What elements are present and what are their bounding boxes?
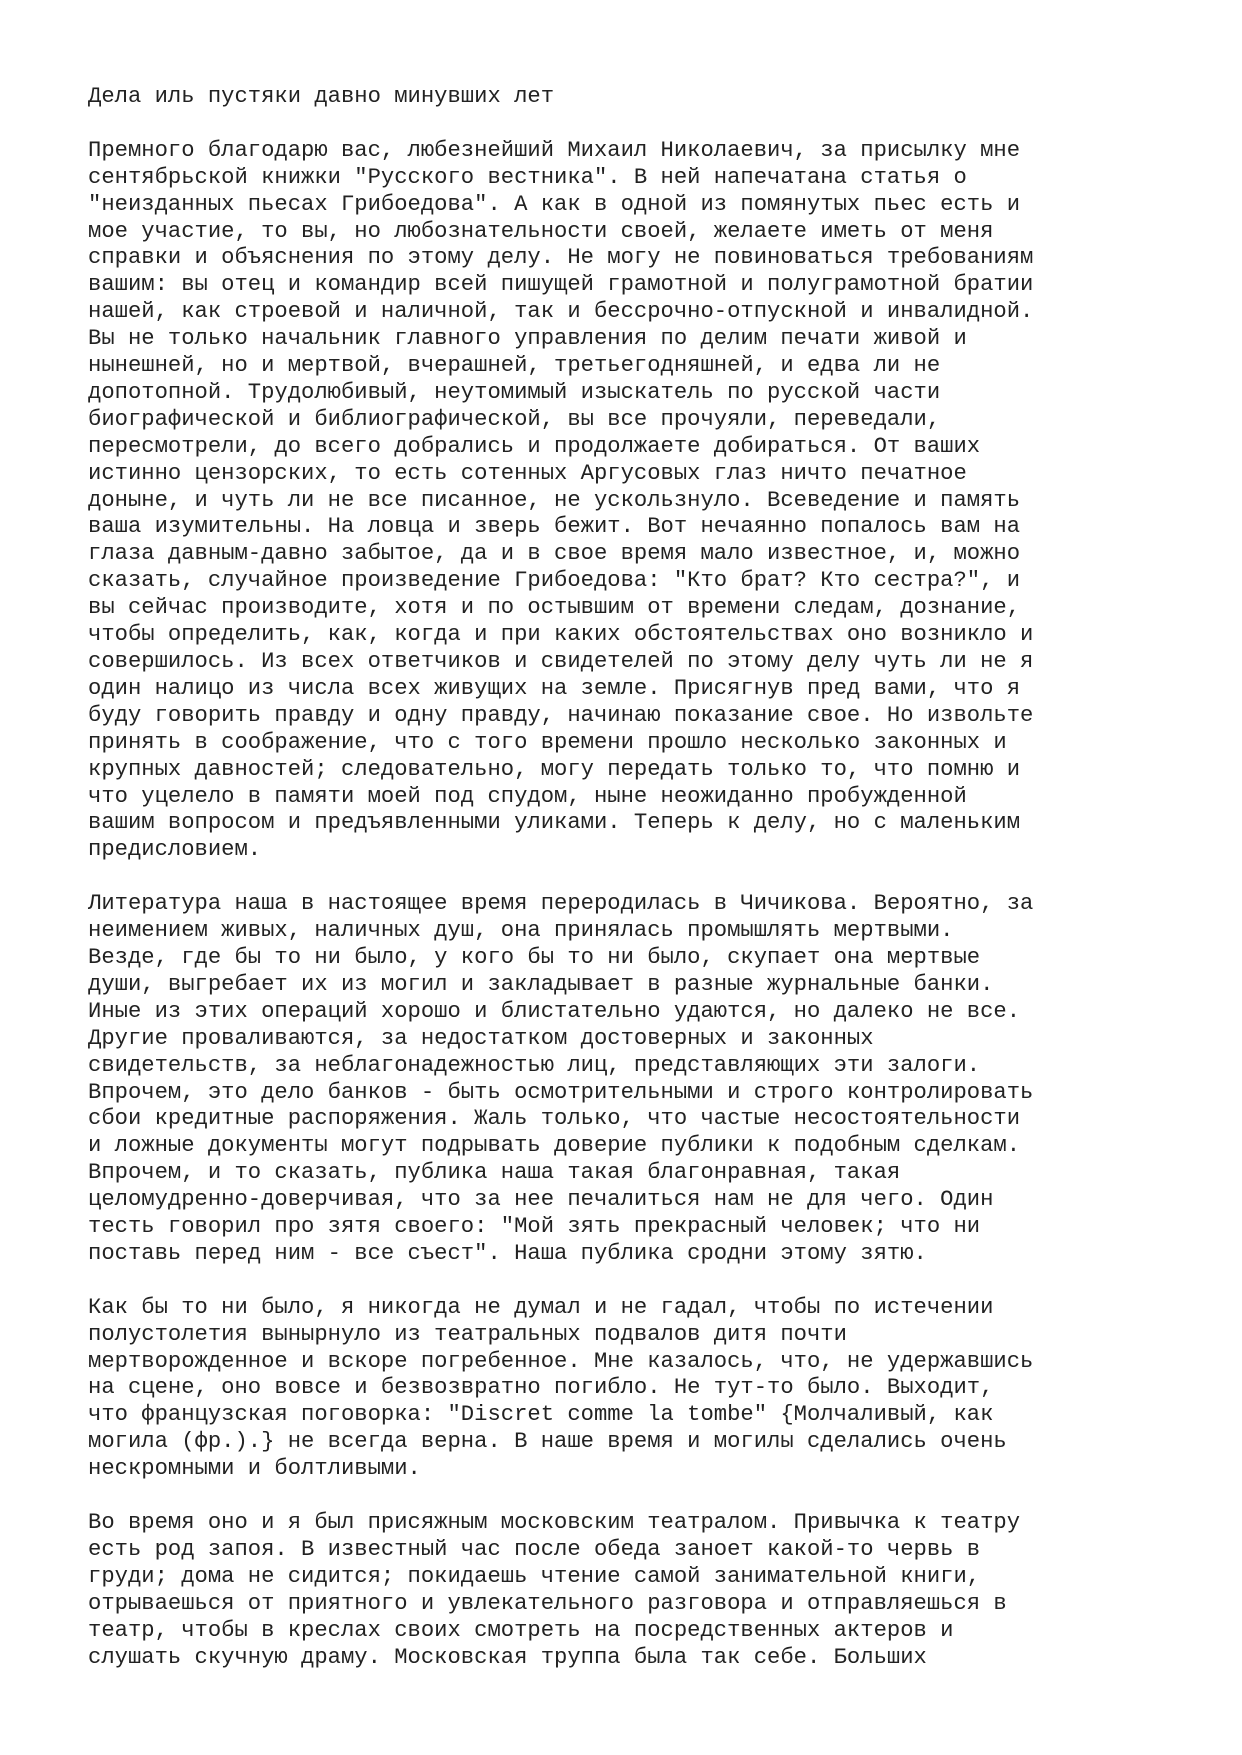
text-line: есть род запоя. В известный час после обеда заноет какой-то червь в bbox=[88, 1536, 981, 1562]
text-line: слушать скучную драму. Московская труппа была так себе. Больших bbox=[88, 1644, 927, 1670]
text-line: допотопной. Трудолюбивый, неутомимый изыскатель по русской части bbox=[88, 379, 941, 405]
text-line: сентябрьской книжки "Русского вестника". В ней напечатана статья о bbox=[88, 164, 967, 190]
text-line: и ложные документы могут подрывать доверие публики к подобным сделкам. bbox=[88, 1133, 1021, 1159]
text-line: души, выгребает их из могил и закладывает в разные журнальные банки. bbox=[88, 971, 994, 997]
text-line: Премного благодарю вас, любезнейший Михаил Николаевич, за присылку мне bbox=[88, 137, 1021, 163]
text-line: на сцене, оно вовсе и безвозвратно погибло. Не тут-то было. Выходит, bbox=[88, 1375, 994, 1401]
text-line: нескромными и болтливыми. bbox=[88, 1456, 421, 1482]
paragraph-1 bbox=[88, 138, 1188, 864]
text-line: биографической и библиографической, вы все прочуяли, переведали, bbox=[88, 406, 941, 432]
text-line: Литература наша в настоящее время переродилась в Чичикова. Вероятно, за bbox=[88, 891, 1034, 917]
text-line: могила (фр.).} не всегда верна. В наше время и могилы сделались очень bbox=[88, 1429, 1007, 1455]
text-line: вы сейчас производите, хотя и по остывшим от времени следам, дознание, bbox=[88, 595, 1021, 621]
text-line: предисловием. bbox=[88, 837, 262, 863]
text-line: совершилось. Из всех ответчиков и свидетелей по этому делу чуть ли не я bbox=[88, 649, 1034, 675]
text-line: ваша изумительны. На ловца и зверь бежит. Вот нечаянно попалось вам на bbox=[88, 514, 1021, 540]
paragraph-2 bbox=[88, 891, 1188, 1268]
text-line: полустолетия вынырнуло из театральных подвалов дитя почти bbox=[88, 1321, 847, 1347]
text-line: что французская поговорка: "Discret comme la tombe" {Молчаливый, как bbox=[88, 1402, 994, 1428]
text-line: неимением живых, наличных душ, она принялась промышлять мертвыми. bbox=[88, 918, 954, 944]
text-line: буду говорить правду и одну правду, начинаю показание свое. Но извольте bbox=[88, 702, 1034, 728]
text-line: целомудренно-доверчивая, что за нее печалиться нам не для чего. Один bbox=[88, 1187, 994, 1213]
document-title: Дела иль пустяки давно минувших лет bbox=[88, 84, 555, 109]
text-line: один налицо из числа всех живущих на земле. Присягнув пред вами, что я bbox=[88, 675, 1021, 701]
paragraph-3 bbox=[88, 1295, 1188, 1483]
text-line: сбои кредитные распоряжения. Жаль только, что частые несостоятельности bbox=[88, 1106, 1021, 1132]
text-line: свидетельств, за неблагонадежностью лиц, представляющих эти залоги. bbox=[88, 1052, 981, 1078]
text-line: вашим вопросом и предъявленными уликами. Теперь к делу, но с маленьким bbox=[88, 810, 1021, 836]
text-line: Везде, где бы то ни было, у кого бы то ни было, скупает она мертвые bbox=[88, 944, 981, 970]
text-line: мертворожденное и вскоре погребенное. Мне казалось, что, не удержавшись bbox=[88, 1348, 1034, 1374]
text-line: поставь перед ним - все съест". Наша публика сродни этому зятю. bbox=[88, 1240, 927, 1266]
text-line: пересмотрели, до всего добрались и продолжаете добираться. От ваших bbox=[88, 433, 981, 459]
text-line: Иные из этих операций хорошо и блистательно удаются, но далеко не все. bbox=[88, 998, 1021, 1024]
text-line: Впрочем, и то сказать, публика наша такая благонравная, такая bbox=[88, 1160, 901, 1186]
text-line: Вы не только начальник главного управления по делим печати живой и bbox=[88, 326, 967, 352]
text-line: Как бы то ни было, я никогда не думал и не гадал, чтобы по истечении bbox=[88, 1294, 994, 1320]
text-line: глаза давным-давно забытое, да и в свое время мало известное, и, можно bbox=[88, 541, 1021, 567]
text-line: нынешней, но и мертвой, вчерашней, третьегодняшней, и едва ли не bbox=[88, 353, 941, 379]
text-line: доныне, и чуть ли не все писанное, не ускользнуло. Всеведение и память bbox=[88, 487, 1021, 513]
text-line: тесть говорил про зятя своего: "Мой зять прекрасный человек; что ни bbox=[88, 1214, 981, 1240]
text-line: крупных давностей; следовательно, могу передать только то, что помню и bbox=[88, 756, 1021, 782]
text-line: отрываешься от приятного и увлекательного разговора и отправляешься в bbox=[88, 1590, 1007, 1616]
text-line: "неизданных пьесах Грибоедова". А как в одной из помянутых пьес есть и bbox=[88, 191, 1021, 217]
text-line: груди; дома не сидится; покидаешь чтение самой занимательной книги, bbox=[88, 1563, 981, 1589]
text-line: театр, чтобы в креслах своих смотреть на посредственных актеров и bbox=[88, 1617, 954, 1643]
text-line: Другие проваливаются, за недостатком достоверных и законных bbox=[88, 1025, 874, 1051]
text-line: нашей, как строевой и наличной, так и бессрочно-отпускной и инвалидной. bbox=[88, 299, 1034, 325]
text-line: сказать, случайное произведение Грибоедова: "Кто брат? Кто сестра?", и bbox=[88, 568, 1021, 594]
document-page bbox=[88, 84, 1188, 1698]
text-line: Во время оно и я был присяжным московским театралом. Привычка к театру bbox=[88, 1509, 1021, 1535]
document-body bbox=[88, 138, 1188, 1672]
paragraph-4 bbox=[88, 1510, 1188, 1671]
text-line: что уцелело в памяти моей под спудом, ныне неожиданно пробужденной bbox=[88, 783, 967, 809]
text-line: вашим: вы отец и командир всей пишущей грамотной и полуграмотной братии bbox=[88, 272, 1034, 298]
text-line: мое участие, то вы, но любознательности своей, желаете иметь от меня bbox=[88, 218, 994, 244]
text-line: справки и объяснения по этому делу. Не могу не повиноваться требованиям bbox=[88, 245, 1034, 271]
text-line: чтобы определить, как, когда и при каких обстоятельствах оно возникло и bbox=[88, 622, 1034, 648]
text-line: истинно цензорских, то есть сотенных Аргусовых глаз ничто печатное bbox=[88, 460, 967, 486]
text-line: принять в соображение, что с того времени прошло несколько законных и bbox=[88, 729, 1007, 755]
text-line: Впрочем, это дело банков - быть осмотрительными и строго контролировать bbox=[88, 1079, 1034, 1105]
